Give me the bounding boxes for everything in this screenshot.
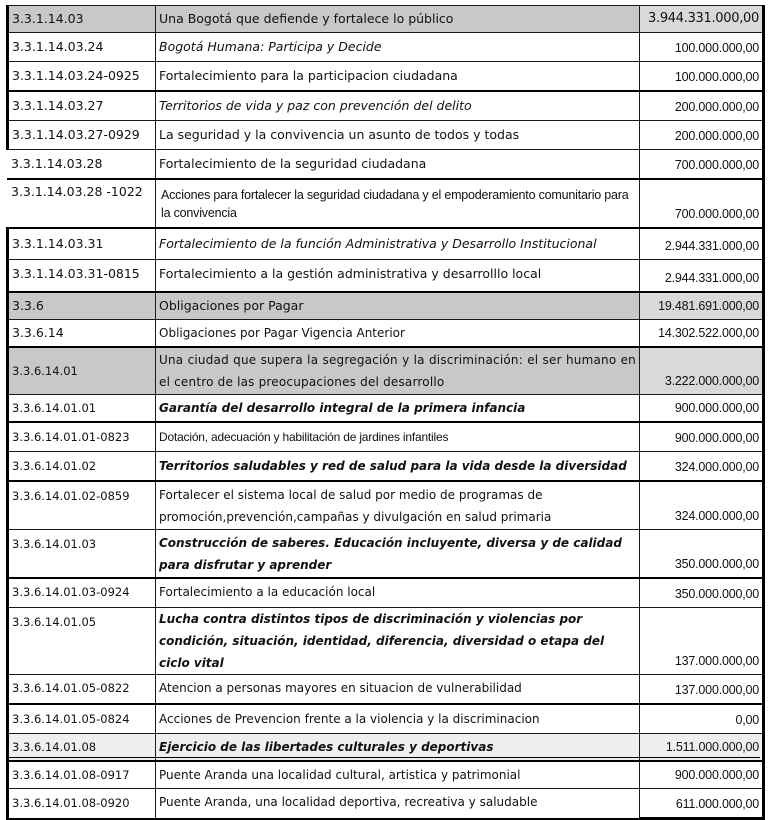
table-row (8, 320, 764, 348)
row-description: Garantía del desarrollo integral de la primera infancia (156, 395, 640, 423)
row-code: 3.3.6.14.01.03 (8, 530, 156, 579)
table-row (8, 704, 764, 734)
row-amount: 0,00 (640, 704, 764, 734)
row-amount: 19.481.691.000,00 (640, 292, 764, 320)
row-amount: 900.000.000,00 (640, 395, 764, 423)
row-code: 3.3.6.14.01.08-0917 (8, 761, 156, 789)
row-code: 3.3.1.14.03.27-0929 (8, 121, 156, 150)
row-code: 3.3.6.14.01.01-0823 (8, 422, 156, 452)
row-description: Dotación, adecuación y habilitación de jardines infantiles (156, 422, 640, 452)
row-description: Bogotá Humana: Participa y Decide (156, 33, 640, 62)
row-amount: 200.000.000,00 (640, 91, 764, 121)
row-code: 3.3.6.14.01.05-0822 (8, 675, 156, 705)
table-row (8, 675, 764, 705)
row-description: Fortalecimiento de la seguridad ciudadana (156, 150, 640, 180)
row-code: 3.3.6 (8, 292, 156, 320)
row-amount: 611.000.000,00 (640, 789, 764, 819)
row-description: La seguridad y la convivencia un asunto de todos y todas (156, 121, 640, 150)
row-description: Fortalecimiento para la participacion ciudadana (156, 62, 640, 92)
row-description: Fortalecimiento a la gestión administrativa y desarrolllo local (156, 260, 640, 293)
row-amount: 900.000.000,00 (640, 422, 764, 452)
table-row (8, 761, 764, 789)
row-code: 3.3.1.14.03.28 (8, 150, 156, 180)
table-row (8, 347, 764, 395)
row-code: 3.3.6.14.01.02-0859 (8, 481, 156, 530)
table-row (8, 228, 764, 260)
row-amount: 100.000.000,00 (640, 33, 764, 62)
row-amount: 324.000.000,00 (640, 481, 764, 530)
row-description: Acciones de Prevencion frente a la violencia y la discriminacion (156, 704, 640, 734)
table-row (8, 121, 764, 150)
row-amount: 3.944.331.000,00 (640, 6, 764, 33)
row-description: Obligaciones por Pagar (156, 292, 640, 320)
row-amount: 137.000.000,00 (640, 608, 764, 675)
row-amount: 350.000.000,00 (640, 530, 764, 579)
table-row (8, 179, 764, 228)
table-row (8, 6, 764, 33)
row-code: 3.3.1.14.03.31 (8, 228, 156, 260)
row-code: 3.3.6.14.01 (8, 347, 156, 395)
table-row (8, 260, 764, 293)
row-amount: 700.000.000,00 (640, 150, 764, 180)
table-row (8, 578, 764, 608)
row-code: 3.3.1.14.03.31-0815 (8, 260, 156, 293)
row-code: 3.3.6.14.01.01 (8, 395, 156, 423)
row-description: Ejercicio de las libertades culturales y deportivas (156, 734, 640, 762)
row-amount: 1.511.000.000,00 (640, 734, 764, 762)
row-code: 3.3.1.14.03.28 -1022 (8, 179, 156, 228)
row-code: 3.3.6.14 (8, 320, 156, 348)
row-code: 3.3.1.14.03.27 (8, 91, 156, 121)
row-code: 3.3.1.14.03.24 (8, 33, 156, 62)
row-code: 3.3.6.14.01.02 (8, 452, 156, 482)
row-description: Fortalecer el sistema local de salud por medio de programas de promoción,prevención,campañas y divulgación en salud primaria (156, 481, 640, 530)
table-row (8, 452, 764, 482)
row-description: Fortalecimiento de la función Administrativa y Desarrollo Institucional (156, 228, 640, 260)
table-row (8, 150, 764, 180)
row-description: Construcción de saberes. Educación incluyente, diversa y de calidad para disfrutar y aprender (156, 530, 640, 579)
budget-table (6, 5, 765, 820)
table-row (8, 33, 764, 62)
row-description: Puente Aranda una localidad cultural, artistica y patrimonial (156, 761, 640, 789)
table-row (8, 62, 764, 92)
row-amount: 14.302.522.000,00 (640, 320, 764, 348)
table-row (8, 481, 764, 530)
row-description: Una ciudad que supera la segregación y la discriminación: el ser humano en el centro de las preocupaciones del desarrollo (156, 347, 640, 395)
row-code: 3.3.6.14.01.03-0924 (8, 578, 156, 608)
row-description: Obligaciones por Pagar Vigencia Anterior (156, 320, 640, 348)
table-row (8, 292, 764, 320)
table-row (8, 530, 764, 579)
row-amount: 137.000.000,00 (640, 675, 764, 705)
row-description: Puente Aranda, una localidad deportiva, recreativa y saludable (156, 789, 640, 819)
table-row (8, 422, 764, 452)
row-amount: 2.944.331.000,00 (640, 260, 764, 293)
row-amount: 3.222.000.000,00 (640, 347, 764, 395)
table-row (8, 608, 764, 675)
row-code: 3.3.6.14.01.05-0824 (8, 704, 156, 734)
row-code: 3.3.6.14.01.05 (8, 608, 156, 675)
row-amount: 200.000.000,00 (640, 121, 764, 150)
table-row (8, 91, 764, 121)
row-description: Una Bogotá que defiende y fortalece lo público (156, 6, 640, 33)
table-bottom-rule (6, 757, 760, 761)
row-code: 3.3.1.14.03.24-0925 (8, 62, 156, 92)
row-description: Territorios de vida y paz con prevención del delito (156, 91, 640, 121)
row-amount: 324.000.000,00 (640, 452, 764, 482)
table-row (8, 395, 764, 423)
row-code: 3.3.6.14.01.08-0920 (8, 789, 156, 819)
row-amount: 900.000.000,00 (640, 761, 764, 789)
row-amount: 350.000.000,00 (640, 578, 764, 608)
row-code: 3.3.6.14.01.08 (8, 734, 156, 762)
row-description: Lucha contra distintos tipos de discriminación y violencias por condición, situación, identidad, diferencia, diversidad o etapa del ciclo vital (156, 608, 640, 675)
row-code: 3.3.1.14.03 (8, 6, 156, 33)
row-description: Territorios saludables y red de salud para la vida desde la diversidad (156, 452, 640, 482)
row-amount: 2.944.331.000,00 (640, 228, 764, 260)
row-description: Acciones para fortalecer la seguridad ciudadana y el empoderamiento comunitario para la convivencia (156, 179, 640, 228)
row-amount: 100.000.000,00 (640, 62, 764, 92)
row-amount: 700.000.000,00 (640, 179, 764, 228)
table-row (8, 789, 764, 819)
row-description: Fortalecimiento a la educación local (156, 578, 640, 608)
row-description: Atencion a personas mayores en situacion de vulnerabilidad (156, 675, 640, 705)
